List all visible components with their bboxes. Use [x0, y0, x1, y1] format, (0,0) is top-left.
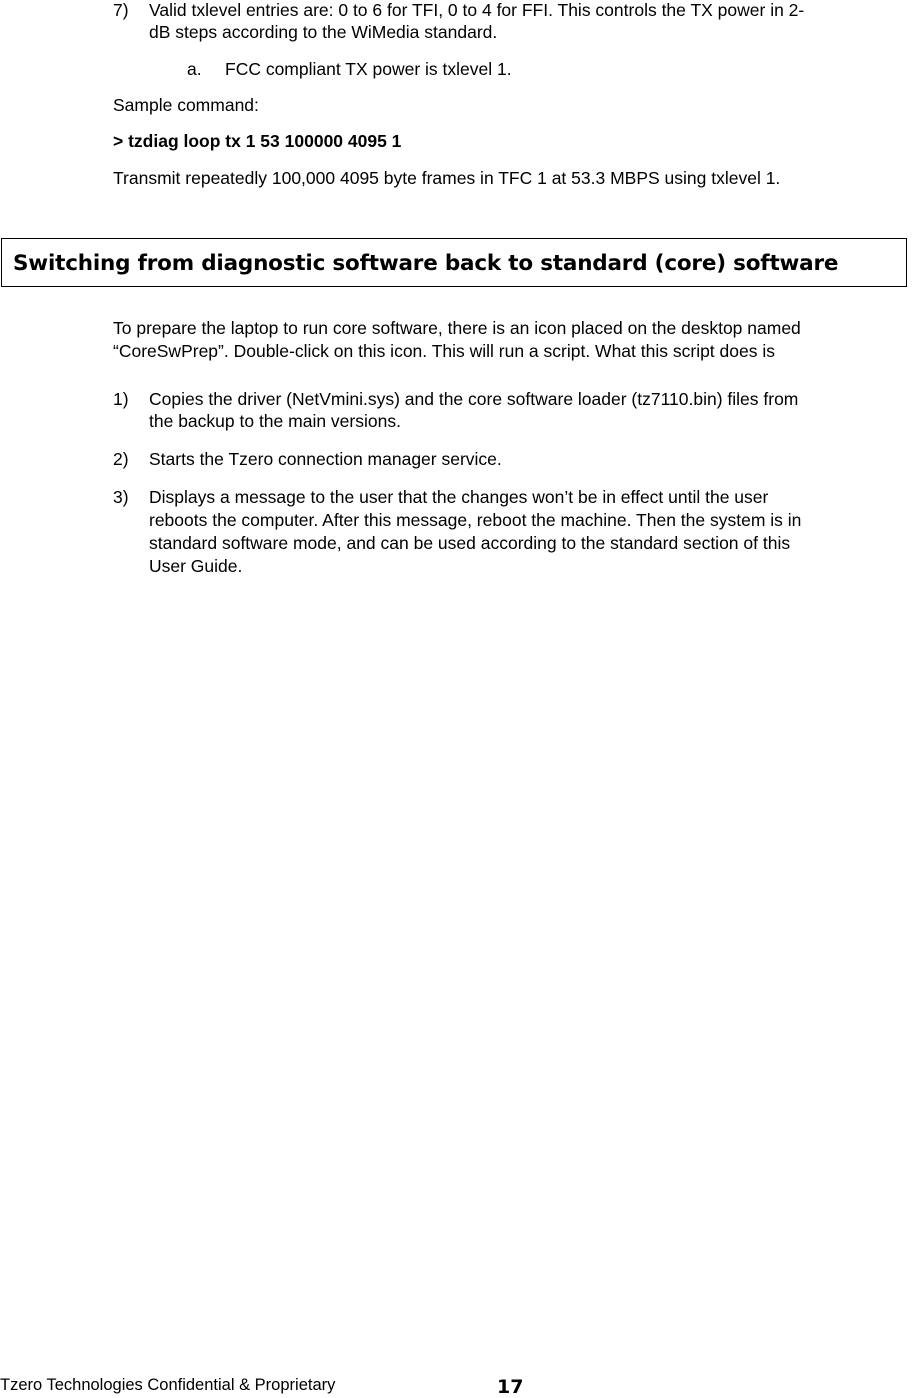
step-2-line-1: Starts the Tzero connection manager service.	[149, 449, 502, 469]
section-heading-box	[1, 238, 907, 287]
list-item-7-line-1: Valid txlevel entries are: 0 to 6 for TFI, 0 to 4 for FFI. This controls the TX power in 2-	[149, 0, 805, 20]
section-heading: Switching from diagnostic software back to standard (core) software	[13, 251, 839, 276]
sample-command-description: Transmit repeatedly 100,000 4095 byte frames in TFC 1 at 53.3 MBPS using txlevel 1.	[113, 168, 781, 188]
step-number-1: 1)	[113, 389, 129, 409]
step-3-line-2: reboots the computer. After this message, reboot the machine. Then the system is in	[149, 510, 802, 530]
step-number-2: 2)	[113, 449, 129, 469]
sample-command-label: Sample command:	[113, 95, 259, 115]
list-item-7-line-2: dB steps according to the WiMedia standard.	[149, 22, 498, 42]
footer-confidential-notice: Tzero Technologies Confidential & Proprietary	[0, 1376, 336, 1394]
step-3-line-1: Displays a message to the user that the changes won’t be in effect until the user	[149, 487, 769, 507]
step-1-line-1: Copies the driver (NetVmini.sys) and the core software loader (tz7110.bin) files from	[149, 389, 799, 409]
intro-line-2: “CoreSwPrep”. Double-click on this icon. This will run a script. What this script does is	[113, 341, 775, 361]
step-number-3: 3)	[113, 487, 129, 507]
step-3-line-4: User Guide.	[149, 556, 243, 576]
list-number-7: 7)	[113, 0, 129, 20]
step-3-line-3: standard software mode, and can be used according to the standard section of this	[149, 533, 791, 553]
sub-item-a-text: FCC compliant TX power is txlevel 1.	[225, 59, 512, 79]
sub-item-letter-a: a.	[187, 59, 202, 79]
sample-command-text: > tzdiag loop tx 1 53 100000 4095 1	[113, 131, 402, 151]
step-1-line-2: the backup to the main versions.	[149, 411, 401, 431]
intro-line-1: To prepare the laptop to run core software, there is an icon placed on the desktop named	[113, 318, 801, 338]
page-number: 17	[497, 1376, 524, 1398]
